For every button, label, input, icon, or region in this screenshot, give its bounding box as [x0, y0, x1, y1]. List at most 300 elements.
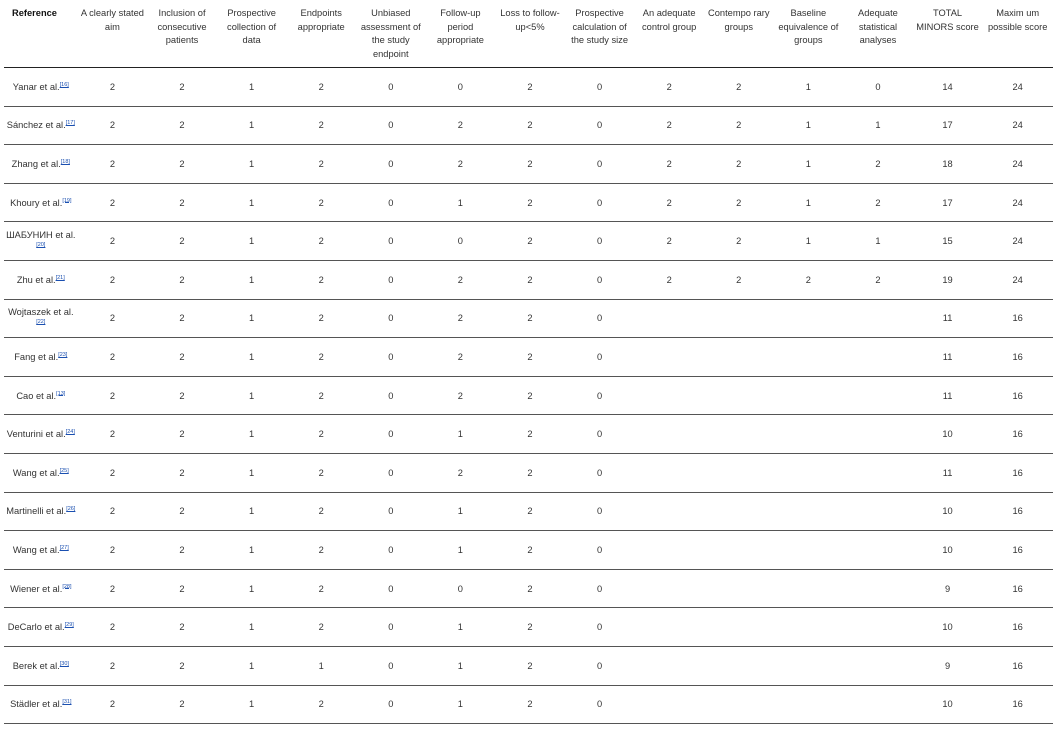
score-cell [774, 415, 844, 454]
reference-name: Wojtaszek et al. [8, 307, 74, 318]
score-cell: 2 [426, 376, 496, 415]
score-cell [704, 376, 774, 415]
score-cell: 16 [982, 646, 1053, 685]
column-header-reference: Reference [4, 0, 78, 68]
column-header: Loss to follow-up<5% [495, 0, 565, 68]
score-cell: 2 [147, 685, 217, 724]
citation-link[interactable]: [26] [66, 506, 76, 513]
score-cell [774, 646, 844, 685]
score-cell: 2 [495, 492, 565, 531]
score-cell: 0 [356, 531, 426, 570]
column-header: Endpoints appropriate [286, 0, 356, 68]
citation-link[interactable]: [28] [62, 583, 72, 590]
score-cell: 1 [286, 646, 356, 685]
score-cell: 18 [913, 145, 983, 184]
table-row [4, 183, 1053, 222]
score-cell [704, 453, 774, 492]
score-cell: 0 [565, 145, 635, 184]
column-header: Prospective calculation of the study size [565, 0, 635, 68]
score-cell: 11 [913, 299, 983, 338]
score-cell: 2 [78, 145, 148, 184]
header-row [4, 0, 1053, 68]
score-cell: 2 [78, 531, 148, 570]
column-header: Contempo rary groups [704, 0, 774, 68]
score-cell: 1 [426, 646, 496, 685]
reference-cell [4, 569, 78, 608]
score-cell: 2 [286, 68, 356, 107]
reference-name: Wiener et al. [10, 583, 63, 594]
column-header: Inclusion of consecutive patients [147, 0, 217, 68]
citation-link[interactable]: [21] [55, 274, 65, 281]
column-header: Adequate statistical analyses [843, 0, 913, 68]
score-cell: 2 [147, 299, 217, 338]
score-cell: 17 [913, 183, 983, 222]
reference-cell [4, 183, 78, 222]
score-cell: 1 [426, 531, 496, 570]
score-cell: 1 [426, 685, 496, 724]
score-cell: 10 [913, 531, 983, 570]
score-cell: 2 [147, 453, 217, 492]
score-cell: 2 [495, 183, 565, 222]
column-header: Follow-up period appropriate [426, 0, 496, 68]
score-cell: 2 [286, 106, 356, 145]
table-row [4, 685, 1053, 724]
reference-name: Yanar et al. [12, 81, 60, 92]
reference-name: Fang et al. [14, 351, 59, 362]
score-cell [704, 646, 774, 685]
score-cell: 2 [286, 260, 356, 299]
score-cell: 2 [704, 106, 774, 145]
score-cell: 16 [982, 415, 1053, 454]
score-cell: 0 [565, 68, 635, 107]
score-cell: 17 [913, 106, 983, 145]
score-cell: 1 [217, 299, 287, 338]
table-row [4, 299, 1053, 338]
score-cell: 2 [286, 415, 356, 454]
reference-name: Zhang et al. [11, 158, 61, 169]
citation-link[interactable]: [24] [65, 429, 75, 436]
score-cell: 0 [565, 338, 635, 377]
score-cell [774, 299, 844, 338]
score-cell: 2 [78, 338, 148, 377]
score-cell: 0 [565, 222, 635, 261]
reference-cell [4, 453, 78, 492]
score-cell: 14 [913, 68, 983, 107]
score-cell: 15 [913, 222, 983, 261]
score-cell [843, 608, 913, 647]
score-cell: 1 [217, 338, 287, 377]
score-cell: 1 [217, 531, 287, 570]
score-cell: 0 [356, 183, 426, 222]
score-cell: 0 [356, 145, 426, 184]
score-cell: 2 [843, 260, 913, 299]
score-cell: 19 [913, 260, 983, 299]
score-cell: 2 [147, 415, 217, 454]
score-cell [634, 299, 704, 338]
table-row [4, 608, 1053, 647]
score-cell: 0 [565, 183, 635, 222]
score-cell: 1 [217, 492, 287, 531]
score-cell: 24 [982, 222, 1053, 261]
score-cell: 2 [286, 453, 356, 492]
score-cell: 1 [774, 183, 844, 222]
score-cell: 2 [286, 608, 356, 647]
score-cell [704, 608, 774, 647]
score-cell: 2 [495, 415, 565, 454]
score-cell: 2 [286, 685, 356, 724]
score-cell: 2 [147, 646, 217, 685]
score-cell: 2 [495, 338, 565, 377]
column-header: Prospective collection of data [217, 0, 287, 68]
score-cell [774, 376, 844, 415]
score-cell: 0 [356, 338, 426, 377]
score-cell: 2 [634, 145, 704, 184]
score-cell: 2 [426, 106, 496, 145]
score-cell: 2 [286, 145, 356, 184]
table-row [4, 453, 1053, 492]
table-row [4, 492, 1053, 531]
score-cell: 10 [913, 415, 983, 454]
score-cell: 24 [982, 260, 1053, 299]
score-cell: 1 [426, 492, 496, 531]
score-cell: 1 [217, 608, 287, 647]
table-row [4, 222, 1053, 261]
score-cell: 2 [426, 338, 496, 377]
score-cell [704, 299, 774, 338]
score-cell: 9 [913, 646, 983, 685]
score-cell: 24 [982, 106, 1053, 145]
citation-link[interactable]: [27] [59, 544, 69, 551]
score-cell: 0 [565, 646, 635, 685]
score-cell: 1 [774, 106, 844, 145]
score-cell: 1 [217, 376, 287, 415]
score-cell: 16 [982, 531, 1053, 570]
reference-name: Zhu et al. [16, 274, 56, 285]
score-cell: 1 [843, 222, 913, 261]
table-row [4, 338, 1053, 377]
reference-name: Berek et al. [12, 660, 60, 671]
score-cell [634, 608, 704, 647]
score-cell: 2 [426, 299, 496, 338]
reference-cell [4, 685, 78, 724]
reference-cell [4, 145, 78, 184]
score-cell [704, 415, 774, 454]
score-cell [704, 569, 774, 608]
reference-name: DeCarlo et al. [7, 622, 65, 633]
score-cell: 10 [913, 492, 983, 531]
citation-link[interactable]: [20] [36, 242, 46, 249]
score-cell: 1 [426, 608, 496, 647]
reference-cell [4, 299, 78, 338]
citation-link[interactable]: [30] [59, 660, 69, 667]
score-cell: 2 [704, 260, 774, 299]
score-cell: 2 [78, 183, 148, 222]
score-cell: 2 [495, 376, 565, 415]
score-cell: 2 [495, 145, 565, 184]
citation-link[interactable]: [31] [62, 699, 72, 706]
score-cell: 2 [147, 531, 217, 570]
score-cell [704, 338, 774, 377]
score-cell: 2 [78, 106, 148, 145]
score-cell: 2 [634, 260, 704, 299]
score-cell [634, 492, 704, 531]
score-cell: 2 [704, 183, 774, 222]
table-row [4, 145, 1053, 184]
reference-name: ШАБУНИН et al. [6, 230, 76, 241]
score-cell: 0 [426, 68, 496, 107]
score-cell: 2 [147, 376, 217, 415]
score-cell [634, 376, 704, 415]
score-cell [704, 685, 774, 724]
score-cell [704, 492, 774, 531]
citation-link[interactable]: [18] [60, 158, 70, 165]
reference-cell [4, 646, 78, 685]
reference-cell [4, 106, 78, 145]
score-cell: 2 [286, 183, 356, 222]
score-cell [843, 569, 913, 608]
score-cell: 2 [495, 106, 565, 145]
score-cell [843, 376, 913, 415]
score-cell: 2 [495, 260, 565, 299]
score-cell: 1 [426, 183, 496, 222]
score-cell: 1 [217, 183, 287, 222]
score-cell: 0 [356, 608, 426, 647]
score-cell: 2 [634, 183, 704, 222]
score-cell: 11 [913, 338, 983, 377]
score-cell: 0 [565, 453, 635, 492]
citation-link[interactable]: [17] [65, 120, 75, 127]
score-cell: 16 [982, 376, 1053, 415]
score-cell: 1 [217, 68, 287, 107]
score-cell: 2 [495, 531, 565, 570]
score-cell: 0 [356, 685, 426, 724]
score-cell: 2 [78, 569, 148, 608]
reference-cell [4, 531, 78, 570]
score-cell: 2 [78, 415, 148, 454]
reference-cell [4, 68, 78, 107]
column-header: Baseline equivalence of groups [774, 0, 844, 68]
score-cell: 2 [78, 222, 148, 261]
score-cell [634, 415, 704, 454]
score-cell [634, 569, 704, 608]
score-cell: 16 [982, 453, 1053, 492]
reference-cell [4, 608, 78, 647]
column-header: Maxim um possible score [982, 0, 1053, 68]
score-cell: 0 [565, 106, 635, 145]
citation-link[interactable]: [29] [64, 622, 74, 629]
score-cell: 0 [565, 492, 635, 531]
score-cell: 24 [982, 183, 1053, 222]
score-cell: 1 [217, 453, 287, 492]
score-cell: 1 [217, 145, 287, 184]
score-cell [843, 415, 913, 454]
score-cell: 2 [843, 183, 913, 222]
score-cell: 0 [356, 68, 426, 107]
score-cell: 1 [774, 68, 844, 107]
score-cell: 1 [217, 260, 287, 299]
score-cell: 2 [704, 145, 774, 184]
score-cell: 0 [356, 646, 426, 685]
score-cell: 11 [913, 376, 983, 415]
score-cell [634, 453, 704, 492]
score-cell: 1 [217, 415, 287, 454]
score-cell: 1 [217, 569, 287, 608]
score-cell: 0 [426, 222, 496, 261]
score-cell [774, 453, 844, 492]
score-cell: 16 [982, 492, 1053, 531]
score-cell: 0 [356, 376, 426, 415]
table-row [4, 106, 1053, 145]
score-cell: 2 [495, 608, 565, 647]
citation-link[interactable]: [25] [59, 467, 69, 474]
score-cell: 16 [982, 338, 1053, 377]
column-header: Unbiased assessment of the study endpoint [356, 0, 426, 68]
score-cell: 1 [426, 415, 496, 454]
score-cell [774, 492, 844, 531]
citation-link[interactable]: [16] [59, 81, 69, 88]
score-cell: 2 [147, 260, 217, 299]
score-cell: 0 [565, 299, 635, 338]
score-cell: 2 [286, 222, 356, 261]
reference-cell [4, 260, 78, 299]
score-cell: 2 [286, 569, 356, 608]
score-cell [634, 531, 704, 570]
score-cell [843, 492, 913, 531]
reference-name: Khoury et al. [10, 197, 63, 208]
score-cell: 2 [634, 222, 704, 261]
score-cell: 0 [356, 106, 426, 145]
citation-link[interactable]: [13] [56, 390, 66, 397]
table-body [4, 68, 1053, 724]
score-cell: 0 [356, 222, 426, 261]
score-cell [704, 531, 774, 570]
reference-name: Cao et al. [16, 390, 57, 401]
score-cell: 0 [426, 569, 496, 608]
score-cell: 2 [78, 68, 148, 107]
score-cell [843, 531, 913, 570]
score-cell: 2 [78, 646, 148, 685]
citation-link[interactable]: [22] [36, 319, 46, 326]
score-cell: 10 [913, 608, 983, 647]
column-header: An adequate control group [634, 0, 704, 68]
score-cell [634, 338, 704, 377]
score-cell: 0 [565, 608, 635, 647]
reference-name: Venturini et al. [6, 429, 66, 440]
score-cell: 0 [565, 531, 635, 570]
score-cell: 0 [565, 685, 635, 724]
score-cell: 2 [634, 106, 704, 145]
score-cell: 0 [565, 415, 635, 454]
score-cell: 0 [565, 569, 635, 608]
score-cell: 2 [704, 68, 774, 107]
score-cell: 11 [913, 453, 983, 492]
score-cell [774, 685, 844, 724]
score-cell: 2 [147, 608, 217, 647]
citation-link[interactable]: [19] [62, 197, 72, 204]
table-row [4, 569, 1053, 608]
score-cell [843, 453, 913, 492]
score-cell: 1 [217, 106, 287, 145]
score-cell: 2 [495, 646, 565, 685]
score-cell: 10 [913, 685, 983, 724]
column-header: TOTAL MINORS score [913, 0, 983, 68]
score-cell: 2 [147, 183, 217, 222]
score-cell: 2 [78, 260, 148, 299]
score-cell: 2 [774, 260, 844, 299]
score-cell: 2 [843, 145, 913, 184]
reference-name: Wang et al. [12, 544, 60, 555]
score-cell: 2 [634, 68, 704, 107]
table-row [4, 376, 1053, 415]
score-cell [843, 299, 913, 338]
table-row [4, 260, 1053, 299]
score-cell: 2 [78, 299, 148, 338]
reference-cell [4, 376, 78, 415]
score-cell: 0 [356, 453, 426, 492]
score-cell: 1 [217, 646, 287, 685]
score-cell: 0 [843, 68, 913, 107]
score-cell: 2 [147, 145, 217, 184]
score-cell: 1 [843, 106, 913, 145]
table-row [4, 68, 1053, 107]
reference-cell [4, 415, 78, 454]
score-cell: 1 [217, 685, 287, 724]
score-cell: 1 [217, 222, 287, 261]
score-cell: 2 [147, 222, 217, 261]
score-cell: 16 [982, 299, 1053, 338]
score-cell [774, 608, 844, 647]
citation-link[interactable]: [23] [58, 351, 68, 358]
score-cell [634, 646, 704, 685]
reference-name: Sánchez et al. [6, 120, 66, 131]
score-cell: 1 [774, 222, 844, 261]
score-cell: 16 [982, 608, 1053, 647]
score-cell: 2 [495, 222, 565, 261]
score-cell: 2 [704, 222, 774, 261]
score-cell: 0 [565, 376, 635, 415]
reference-cell [4, 222, 78, 261]
score-cell: 2 [147, 569, 217, 608]
score-cell: 2 [147, 338, 217, 377]
score-cell: 2 [495, 453, 565, 492]
score-cell: 2 [495, 685, 565, 724]
score-cell: 2 [426, 453, 496, 492]
table-row [4, 531, 1053, 570]
reference-cell [4, 492, 78, 531]
score-cell: 0 [356, 299, 426, 338]
score-cell: 9 [913, 569, 983, 608]
score-cell: 16 [982, 569, 1053, 608]
score-cell: 2 [286, 492, 356, 531]
score-cell: 0 [356, 569, 426, 608]
score-cell: 2 [426, 260, 496, 299]
score-cell: 2 [495, 68, 565, 107]
score-cell: 24 [982, 145, 1053, 184]
score-cell: 2 [286, 531, 356, 570]
reference-name: Städler et al. [10, 699, 63, 710]
score-cell: 16 [982, 685, 1053, 724]
score-cell: 2 [286, 299, 356, 338]
score-cell: 2 [78, 492, 148, 531]
score-cell [843, 338, 913, 377]
score-cell: 0 [565, 260, 635, 299]
column-header: A clearly stated aim [78, 0, 148, 68]
minors-table [4, 0, 1053, 724]
score-cell [774, 338, 844, 377]
score-cell: 2 [286, 376, 356, 415]
reference-name: Wang et al. [12, 467, 60, 478]
score-cell: 0 [356, 415, 426, 454]
